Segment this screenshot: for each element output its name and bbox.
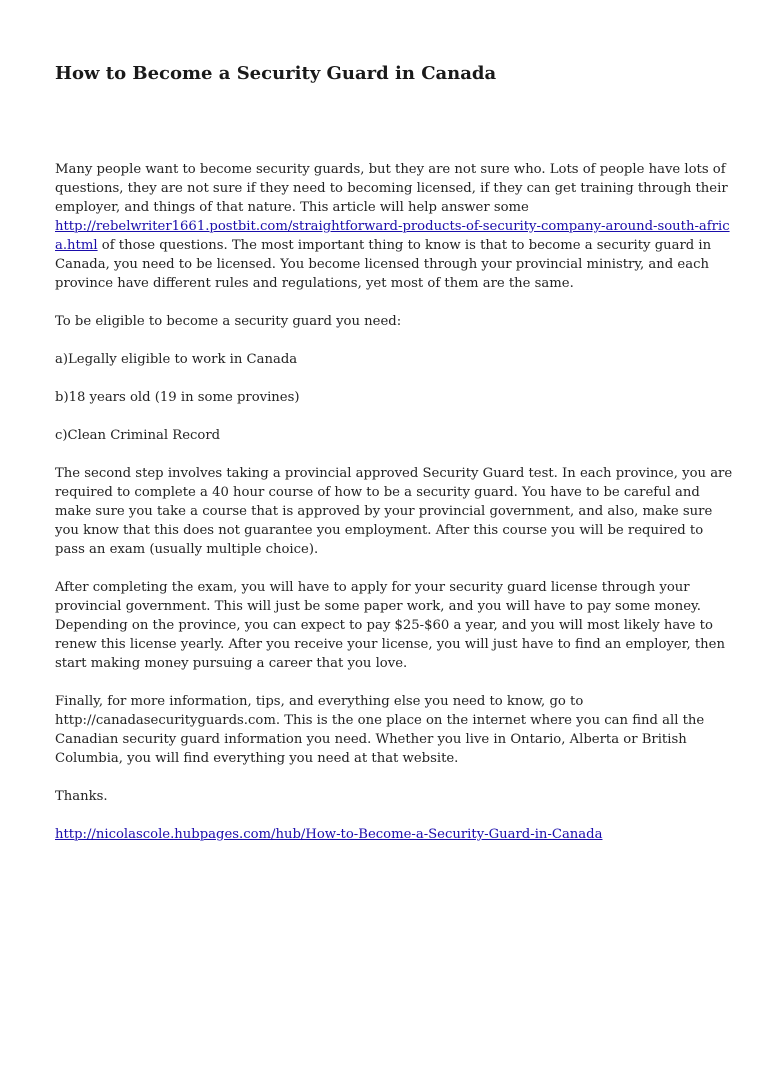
paragraph-line: Canadian security guard information you need. Whether you live in Ontario, Alberta or British bbox=[55, 732, 687, 747]
paragraph-line: provincial government. This will just be some paper work, and you will have to pay some money. bbox=[55, 599, 701, 614]
paragraph-line: The second step involves taking a provincial approved Security Guard test. In each province, you are bbox=[55, 466, 733, 481]
intro-line: province have different rules and regulations, yet most of them are the same. bbox=[55, 276, 574, 291]
requirement-a: a)Legally eligible to work in Canada bbox=[55, 352, 298, 367]
paragraph-line: make sure you take a course that is approved by your provincial government, and also, make sure bbox=[55, 504, 713, 519]
paragraph-line: required to complete a 40 hour course of how to be a security guard. You have to be careful and bbox=[55, 485, 700, 500]
thanks-text: Thanks. bbox=[55, 789, 108, 804]
source-link-paragraph bbox=[55, 825, 715, 844]
paragraph-line: you know that this does not guarantee you employment. After this course you will be required to bbox=[55, 523, 704, 538]
rebelwriter-link-continued[interactable]: a.html bbox=[55, 238, 98, 253]
license-paragraph bbox=[55, 578, 725, 673]
paragraph-line: start making money pursuing a career that you love. bbox=[55, 656, 408, 671]
intro-line: employer, and things of that nature. This article will help answer some bbox=[55, 200, 529, 215]
paragraph-line: pass an exam (usually multiple choice). bbox=[55, 542, 319, 557]
intro-line-text: of those questions. The most important thing to know is that to become a security guard in bbox=[97, 238, 712, 253]
requirement-b: b)18 years old (19 in some provines) bbox=[55, 390, 300, 405]
paragraph-line: Depending on the province, you can expect to pay $25-$60 a year, and you will most likely have to bbox=[55, 618, 713, 633]
intro-line: questions, they are not sure if they need to becoming licensed, if they can get training through their bbox=[55, 181, 728, 196]
paragraph-line: After completing the exam, you will have to apply for your security guard license through your bbox=[55, 580, 690, 595]
paragraph-line: http://canadasecurityguards.com. This is the one place on the internet where you can find all the bbox=[55, 713, 705, 728]
intro-line: Many people want to become security guards, but they are not sure who. Lots of people have lots of bbox=[55, 162, 726, 177]
more-info-paragraph bbox=[55, 692, 715, 768]
intro-line: Canada, you need to be licensed. You become licensed through your provincial ministry, and each bbox=[55, 257, 709, 272]
second-step-paragraph bbox=[55, 464, 733, 559]
requirement-c: c)Clean Criminal Record bbox=[55, 428, 221, 443]
paragraph-line: renew this license yearly. After you receive your license, you will just have to find an employer, then bbox=[55, 637, 725, 652]
paragraph-line: Columbia, you will find everything you need at that website. bbox=[55, 751, 459, 766]
paragraph-line: Finally, for more information, tips, and everything else you need to know, go to bbox=[55, 694, 584, 709]
hubpages-link[interactable]: http://nicolascole.hubpages.com/hub/How-to-Become-a-Security-Guard-in-Canada bbox=[55, 827, 603, 842]
document-body bbox=[55, 160, 733, 844]
intro-line bbox=[55, 236, 715, 255]
intro-paragraph bbox=[55, 160, 730, 293]
eligibility-heading: To be eligible to become a security guard you need: bbox=[55, 314, 402, 329]
rebelwriter-link[interactable]: http://rebelwriter1661.postbit.com/straightforward-products-of-security-company-around-south-afric bbox=[55, 219, 730, 234]
intro-link-line bbox=[55, 217, 730, 236]
page-title: How to Become a Security Guard in Canada bbox=[55, 63, 497, 84]
